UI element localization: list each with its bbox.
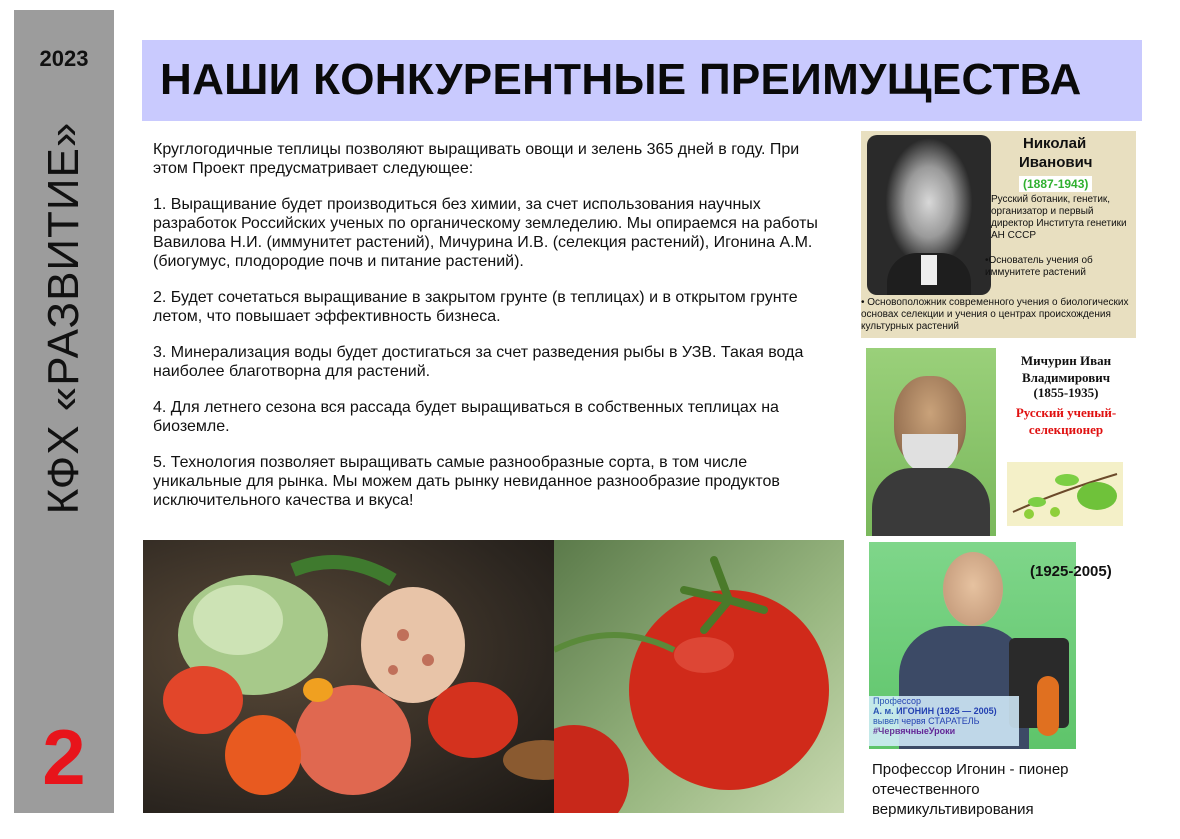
point-1: 1. Выращивание будет производиться без химии, за счет использования научных разработок Российских ученых по органическому земледелию. Мы опираемся на работы Вавилова Н.И. (иммунитет растений), Мичурина И.В. (селекция растений), Игонина А.М. (биогумус, плодородие почв и питание растений). bbox=[153, 196, 818, 270]
year-label: 2023 bbox=[39, 46, 89, 71]
vavilov-name-1: Николай bbox=[1023, 135, 1087, 152]
vavilov-name-2: Иванович bbox=[1019, 154, 1093, 171]
vavilov-years: (1887-1943) bbox=[1019, 176, 1092, 192]
igonin-badge-3: вывел червя СТАРАТЕЛЬ bbox=[873, 716, 980, 726]
igonin-caption: Профессор Игонин - пионер отечественного вермикультивирования bbox=[872, 761, 1069, 818]
page-number: 2 bbox=[42, 713, 86, 801]
tomato-photo bbox=[554, 540, 844, 813]
igonin-years: (1925-2005) bbox=[1030, 563, 1112, 580]
michurin-name: Мичурин Иван Владимирович bbox=[1020, 353, 1112, 385]
company-title-vertical: КФХ «РАЗВИТИЕ» bbox=[39, 121, 88, 515]
michurin-portrait bbox=[866, 348, 996, 536]
point-4: 4. Для летнего сезона вся рассада будет выращиваться в собственных теплицах на биоземле. bbox=[153, 399, 779, 435]
page-title: НАШИ КОНКУРЕНТНЫЕ ПРЕИМУЩЕСТВА bbox=[160, 55, 1082, 104]
vavilov-bullet-1: •Основатель учения об иммунитете растений bbox=[985, 255, 1093, 278]
vegetables-photo bbox=[143, 540, 554, 813]
vavilov-portrait bbox=[867, 135, 991, 295]
point-2: 2. Будет сочетаться выращивание в закрытом грунте (в теплицах) и в открытом грунте летом, что повышает эффективность бизнеса. bbox=[153, 289, 798, 325]
igonin-badge-2: А. м. ИГОНИН (1925 — 2005) bbox=[873, 706, 997, 716]
point-5: 5. Технология позволяет выращивать самые разнообразные сорта, в том числе уникальные для рынка. Мы можем дать рынку невиданное разнообразие продуктов исключительного качества и вкуса! bbox=[153, 454, 780, 509]
michurin-years: (1855-1935) bbox=[1033, 385, 1099, 400]
vavilov-desc: Русский ботаник, генетик, организатор и первый директор Института генетики АН СССР bbox=[991, 194, 1127, 241]
body-text bbox=[153, 140, 833, 527]
intro-paragraph: Круглогодичные теплицы позволяют выращивать овощи и зелень 365 дней в году. При этом Проект предусматривает следующее: bbox=[153, 141, 800, 177]
vavilov-bullet-2: • Основоположник современного учения о биологических основах селекции и учения о центрах происхождения культурных растений bbox=[861, 297, 1129, 332]
igonin-badge-1: Профессор bbox=[873, 696, 922, 706]
vavilov-panel bbox=[861, 131, 1136, 338]
leaf-illustration bbox=[1007, 462, 1123, 526]
point-3: 3. Минерализация воды будет достигаться за счет разведения рыбы в УЗВ. Такая вода наиболее благотворна для растений. bbox=[153, 344, 804, 380]
michurin-role: Русский ученый-селекционер bbox=[1015, 405, 1117, 437]
igonin-badge-4: #ЧервячныеУроки bbox=[873, 726, 956, 736]
